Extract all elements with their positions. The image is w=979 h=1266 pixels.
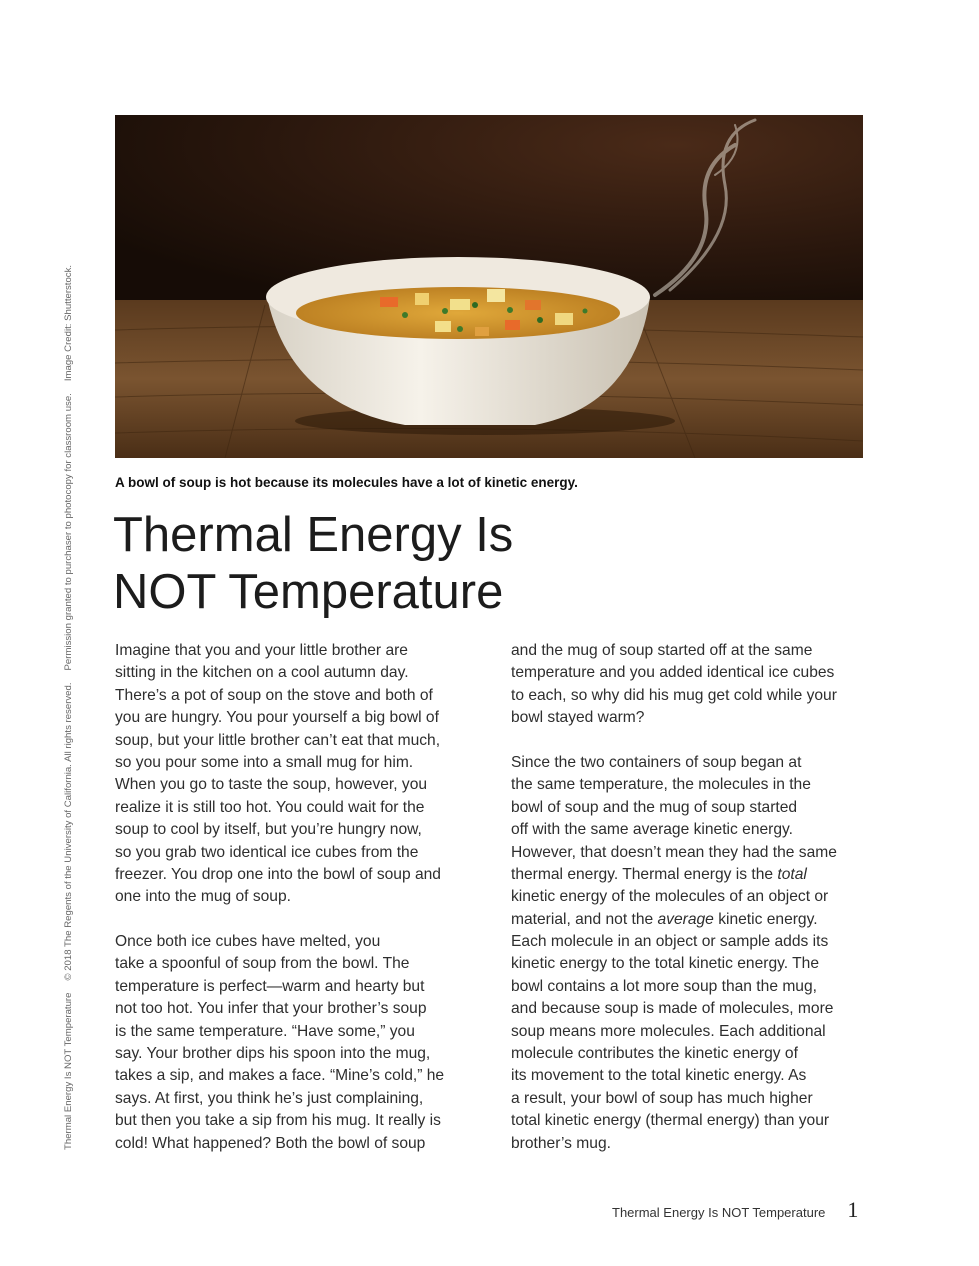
paragraph-gap <box>511 730 871 752</box>
text-line: kinetic energy of the molecules of an object or <box>511 888 829 906</box>
text-line: say. Your brother dips his spoon into the mug, <box>115 1045 431 1063</box>
text-line: so you grab two identical ice cubes from the <box>115 843 419 861</box>
sidebar-credits <box>61 230 75 1150</box>
page-number: 1 <box>847 1197 859 1222</box>
text-line: Once both ice cubes have melted, you <box>115 933 381 951</box>
text-line: realize it is still too hot. You could wait for the <box>115 798 425 816</box>
text-line: bowl of soup and the mug of soup started <box>511 798 798 816</box>
text-line: soup, but your little brother can’t eat that much, <box>115 731 441 749</box>
text-line: temperature is perfect—warm and hearty but <box>115 977 425 995</box>
text-line: take a spoonful of soup from the bowl. The <box>115 955 410 973</box>
text-line: sitting in the kitchen on a cool autumn day. <box>115 664 409 682</box>
text-segment: kinetic energy. <box>713 910 818 928</box>
text-line <box>511 864 871 886</box>
body-column-right <box>511 640 871 1155</box>
text-line: but then you take a sip from his mug. It really is <box>115 1112 441 1130</box>
text-line: Imagine that you and your little brother are <box>115 642 408 659</box>
text-line: to each, so why did his mug get cold while your <box>511 686 837 704</box>
text-line: Since the two containers of soup began at <box>511 753 802 771</box>
text-line: molecule contributes the kinetic energy of <box>511 1045 798 1063</box>
sidebar-title: Thermal Energy Is NOT Temperature <box>62 992 74 1150</box>
text-line: not too hot. You infer that your brother’s soup <box>115 1000 427 1018</box>
emphasis-average: average <box>657 910 714 928</box>
text-line: takes a sip, and makes a face. “Mine’s cold,” he <box>115 1067 445 1085</box>
text-segment: material, and not the <box>511 910 658 928</box>
photo-caption: A bowl of soup is hot because its molecules have a lot of kinetic energy. <box>115 475 578 490</box>
sidebar-permission: Permission granted to purchaser to photocopy for classroom use. <box>62 393 74 671</box>
text-segment: thermal energy. Thermal energy is the <box>511 865 778 883</box>
bowl-of-soup-photo <box>115 115 863 458</box>
text-line: total kinetic energy (thermal energy) than your <box>511 1112 830 1130</box>
text-line: When you go to taste the soup, however, you <box>115 776 428 794</box>
text-line: cold! What happened? Both the bowl of soup <box>115 1134 426 1152</box>
footer-title: Thermal Energy Is NOT Temperature <box>612 1205 826 1220</box>
text-line: one into the mug of soup. <box>115 888 291 906</box>
text-line: kinetic energy to the total kinetic energy. The <box>511 955 820 973</box>
text-line: a result, your bowl of soup has much higher <box>511 1089 813 1107</box>
text-line: says. At first, you think he’s just complaining, <box>115 1089 424 1107</box>
sidebar-image-credit: Image Credit: Shutterstock. <box>62 264 74 382</box>
title-line-1: Thermal Energy Is <box>113 508 514 562</box>
text-line: so you pour some into a small mug for him. <box>115 753 414 771</box>
text-line: freezer. You drop one into the bowl of soup and <box>115 865 441 883</box>
title-line-2: NOT Temperature <box>113 565 504 619</box>
text-line: bowl contains a lot more soup than the mug, <box>511 977 817 995</box>
text-line: bowl stayed warm? <box>511 709 645 727</box>
text-line: temperature and you added identical ice cubes <box>511 664 835 682</box>
text-line: is the same temperature. “Have some,” you <box>115 1022 415 1040</box>
text-line: brother’s mug. <box>511 1134 611 1152</box>
page-title <box>113 507 513 621</box>
text-line: However, that doesn’t mean they had the same <box>511 843 837 861</box>
emphasis-total: total <box>777 865 807 883</box>
text-line: soup means more molecules. Each additional <box>511 1022 826 1040</box>
text-line: soup to cool by itself, but you’re hungry now, <box>115 821 422 839</box>
body-column-left <box>115 640 475 1155</box>
text-line: and the mug of soup started off at the same <box>511 642 813 659</box>
text-line: its movement to the total kinetic energy. As <box>511 1067 807 1085</box>
text-line: you are hungry. You pour yourself a big bowl of <box>115 709 439 727</box>
text-line: There’s a pot of soup on the stove and both of <box>115 686 433 704</box>
text-line: off with the same average kinetic energy. <box>511 821 793 839</box>
text-line: the same temperature, the molecules in the <box>511 776 811 794</box>
text-line: and because soup is made of molecules, more <box>511 1000 834 1018</box>
text-line: Each molecule in an object or sample adds its <box>511 933 829 951</box>
text-line <box>511 909 871 931</box>
paragraph-gap <box>115 909 475 931</box>
page-footer <box>612 1197 858 1223</box>
sidebar-copyright: © 2018 The Regents of the University of California. All rights reserved. <box>62 682 74 981</box>
